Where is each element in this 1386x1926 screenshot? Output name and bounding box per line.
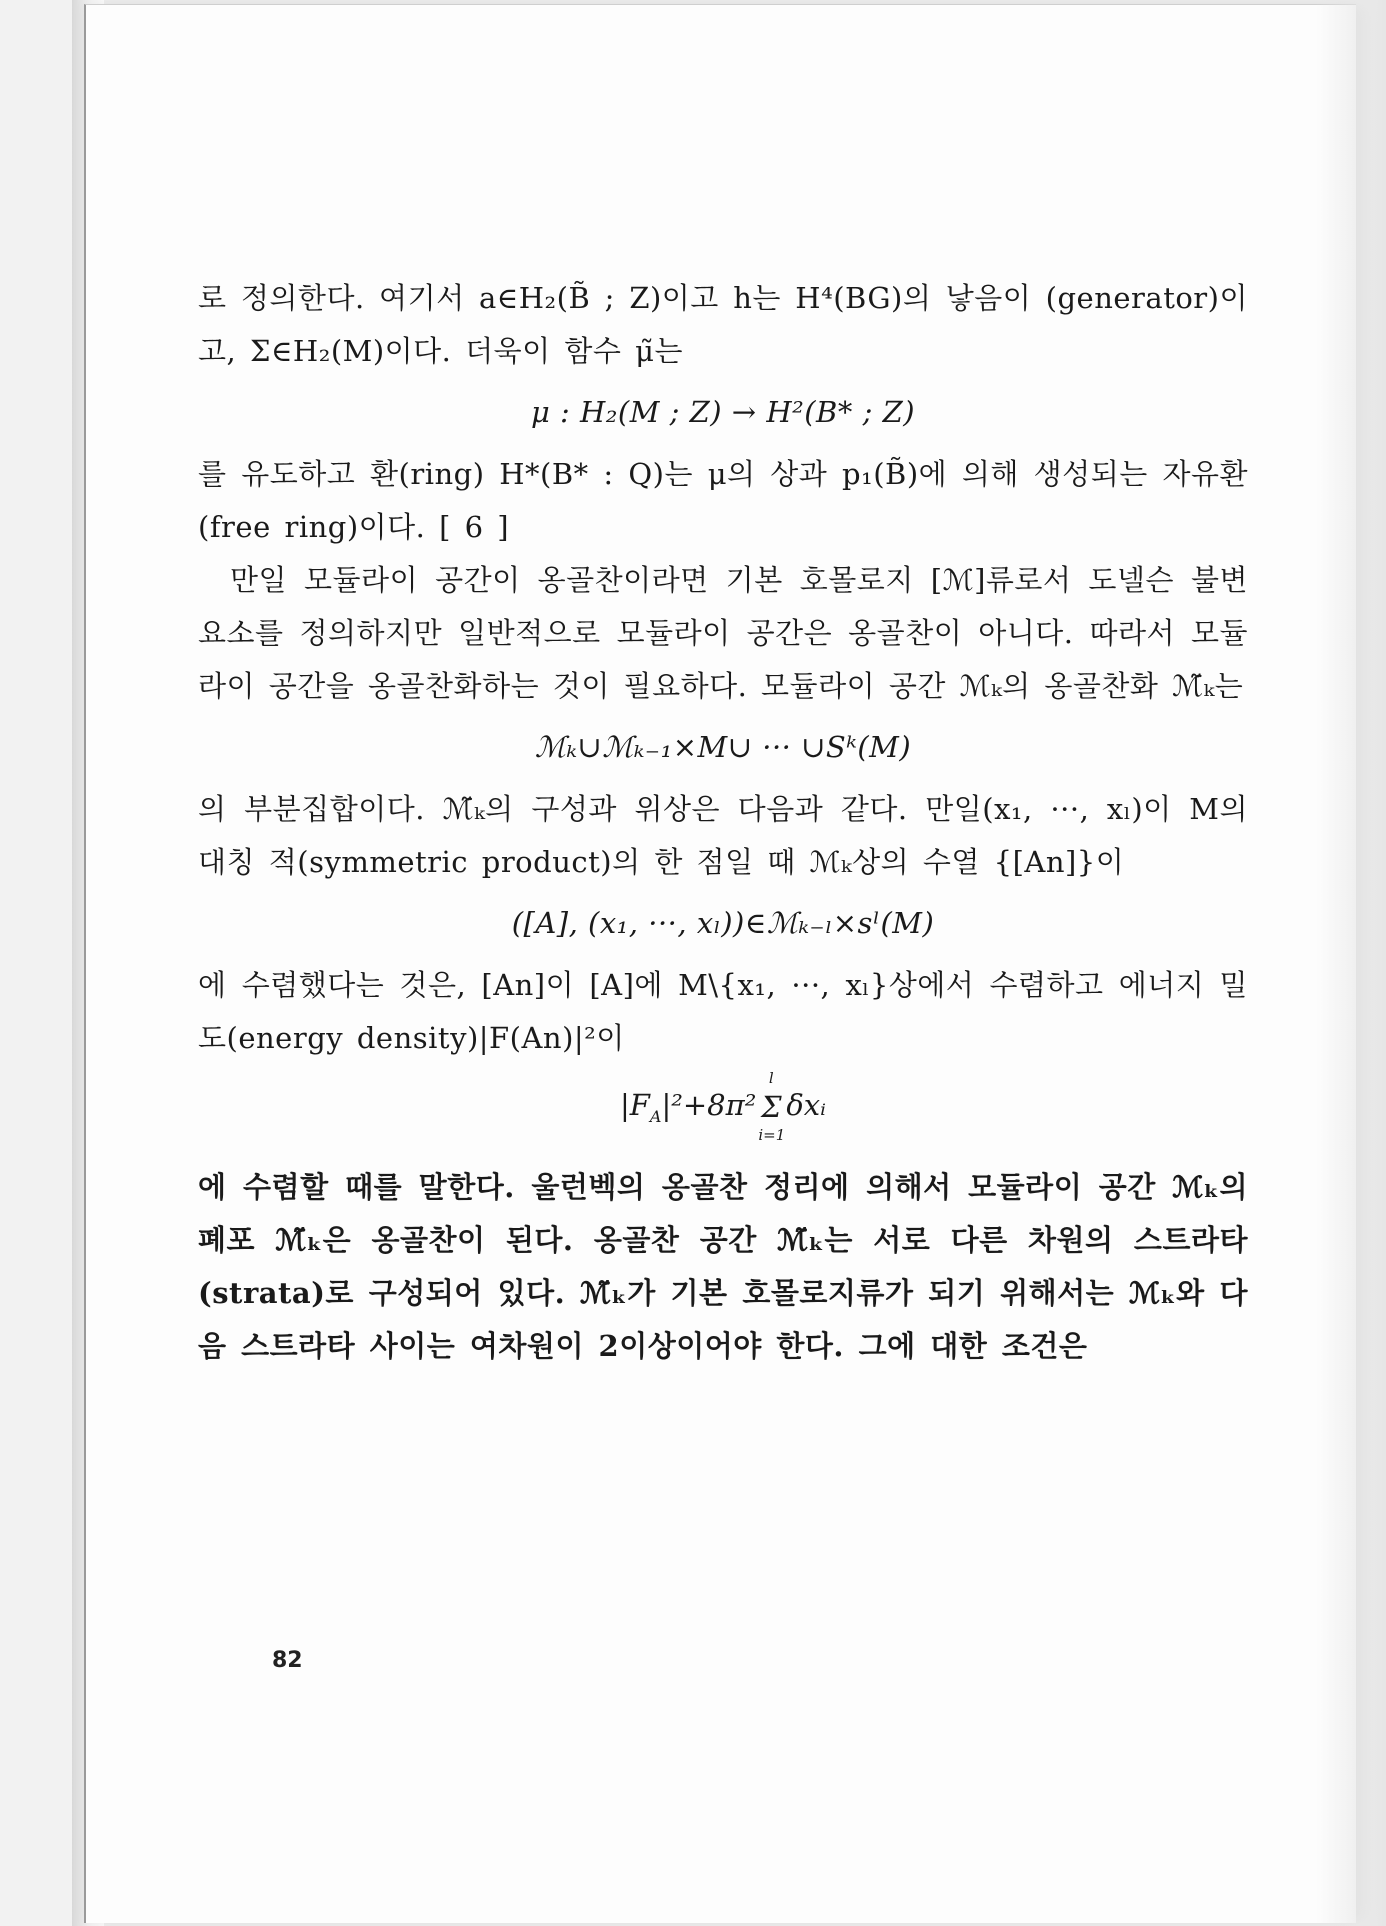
sum-upper-limit: l (768, 1069, 774, 1087)
sum-lower-limit: i=1 (758, 1126, 786, 1144)
page-number: 82 (272, 1648, 303, 1673)
sum-sigma: Σ (761, 1090, 782, 1124)
page-shadow (1316, 0, 1386, 1926)
formula-energy-right: δxᵢ (786, 1088, 826, 1122)
formula-mu-map: μ : H₂(M ; Z) → H²(B* ; Z) (530, 395, 916, 429)
paragraph-5: 에 수렴했다는 것은, [An]이 [A]에 M\{x₁, ···, xₗ}상에서 수렴하고 에너지 밀도(energy density)|F(An)|²이 (198, 968, 1248, 1055)
formula-limit-point: ([A], (x₁, ···, xₗ))∈ℳₖ₋ₗ×sˡ(M) (511, 906, 935, 940)
formula-energy-mid: |²+8π² (661, 1088, 757, 1122)
paragraph-2: 를 유도하고 환(ring) H*(B* : Q)는 μ의 상과 p₁(B̃)에 의해 생성되는 자유환(free ring)이다. [ 6 ] (198, 457, 1248, 544)
formula-energy-left: |F (620, 1088, 650, 1122)
paragraph-4: 의 부분집합이다. ℳ̃ₖ의 구성과 위상은 다음과 같다. 만일(x₁, ···, xₗ)이 M의 대칭 적(symmetric product)의 한 점일 때 ℳₖ상의 수열 {[An]}이 (198, 792, 1248, 879)
formula-energy-density (198, 1069, 1248, 1144)
page-body (198, 272, 1248, 1373)
formula-energy-sub: A (649, 1106, 662, 1126)
sum-symbol (758, 1069, 786, 1144)
paragraph-3: 만일 모듈라이 공간이 옹골찬이라면 기본 호몰로지 [ℳ]류로서 도넬슨 불변요소를 정의하지만 일반적으로 모듈라이 공간은 옹골찬이 아니다. 따라서 모듈라이 공간을 옹골찬화하는 것이 필요하다. 모듈라이 공간 ℳₖ의 옹골찬화 ℳ̃ₖ는 (198, 563, 1248, 703)
paragraph-6: 에 수렴할 때를 말한다. 울런벡의 옹골찬 정리에 의해서 모듈라이 공간 ℳₖ의 폐포 ℳ̃ₖ은 옹골찬이 된다. 옹골찬 공간 ℳ̃ₖ는 서로 다른 차원의 스트라타(strata)로 구성되어 있다. ℳ̃ₖ가 기본 호몰로지류가 되기 위해서는 ℳₖ와 다음 스트라타 사이는 여차원이 2이상이어야 한다. 그에 대한 조건은 (198, 1169, 1248, 1363)
paragraph-1: 로 정의한다. 여기서 a∈H₂(B̃ ; Z)이고 h는 H⁴(BG)의 낳음이 (generator)이고, Σ∈H₂(M)이다. 더욱이 함수 μ̃는 (198, 281, 1248, 368)
formula-union: ℳₖ∪ℳₖ₋₁×M∪ ··· ∪Sᵏ(M) (534, 730, 912, 764)
